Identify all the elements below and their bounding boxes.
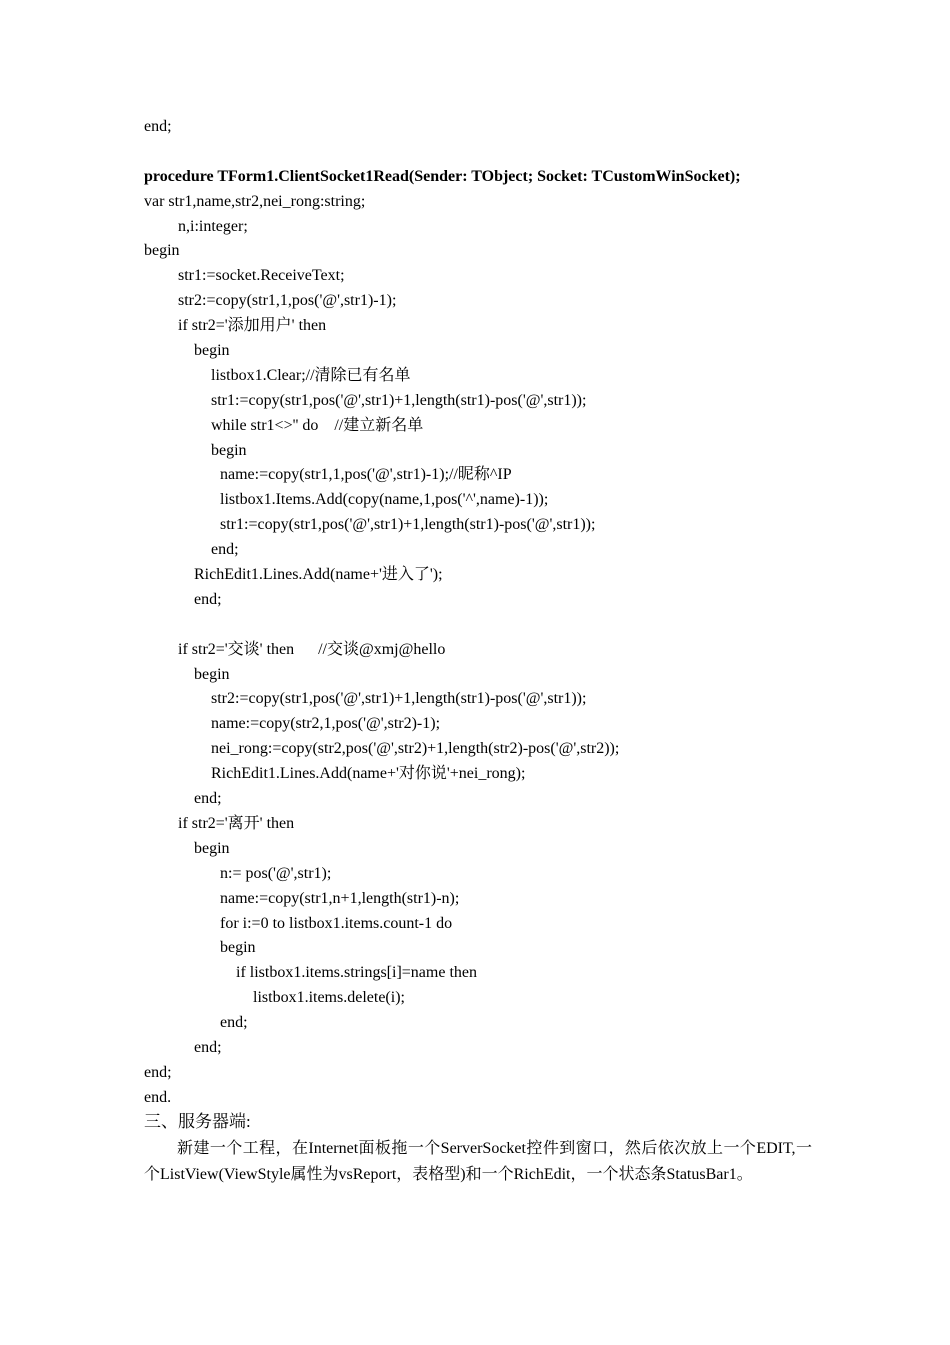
code-line: [144, 613, 904, 638]
code-line: str2:=copy(str1,pos('@',str1)+1,length(str1)-pos('@',str1));: [211, 690, 587, 708]
code-line: n,i:integer;: [178, 217, 248, 235]
code-line: if str2='交谈' then //交谈@xmj@hello: [178, 640, 446, 658]
code-line: end;: [211, 541, 239, 559]
body-paragraph: 新建一个工程，在Internet面板拖一个ServerSocket控件到窗口，然后依次放上一个EDIT,一个ListView(ViewStyle属性为vsReport，表格型)和一个RichEdit，一个状态条StatusBar1。: [144, 1140, 812, 1183]
code-listing: [144, 115, 904, 1111]
code-line: name:=copy(str1,1,pos('@',str1)-1);//昵称^IP: [220, 466, 512, 484]
code-line: str1:=copy(str1,pos('@',str1)+1,length(str1)-pos('@',str1));: [211, 391, 587, 409]
code-line: RichEdit1.Lines.Add(name+'进入了');: [194, 566, 443, 584]
code-line: listbox1.Clear;//清除已有名单: [211, 366, 411, 384]
code-line: end;: [194, 590, 222, 608]
code-line: end;: [194, 790, 222, 808]
code-line: end;: [220, 1014, 248, 1032]
code-line: begin: [194, 665, 230, 683]
code-line: listbox1.items.delete(i);: [253, 989, 405, 1007]
code-line: end;: [194, 1038, 222, 1056]
code-line: str1:=copy(str1,pos('@',str1)+1,length(str1)-pos('@',str1));: [220, 516, 596, 534]
section-heading: 三、服务器端:: [144, 1112, 251, 1131]
code-line: begin: [194, 342, 230, 360]
code-line: procedure TForm1.ClientSocket1Read(Sender: TObject; Socket: TCustomWinSocket);: [144, 167, 741, 185]
code-line: name:=copy(str1,n+1,length(str1)-n);: [220, 889, 460, 907]
code-line: begin: [144, 242, 180, 260]
code-line: if str2='离开' then: [178, 814, 295, 832]
code-line: RichEdit1.Lines.Add(name+'对你说'+nei_rong);: [211, 765, 526, 783]
code-line: [144, 140, 904, 165]
code-line: end;: [144, 1063, 172, 1081]
code-line: str1:=socket.ReceiveText;: [178, 267, 345, 285]
code-line: var str1,name,str2,nei_rong:string;: [144, 192, 366, 210]
code-line: name:=copy(str2,1,pos('@',str2)-1);: [211, 715, 441, 733]
code-line: if listbox1.items.strings[i]=name then: [236, 964, 477, 982]
code-line: str2:=copy(str1,1,pos('@',str1)-1);: [178, 292, 397, 310]
code-line: begin: [220, 939, 256, 957]
code-line: listbox1.Items.Add(copy(name,1,pos('^',name)-1));: [220, 491, 549, 509]
code-line: nei_rong:=copy(str2,pos('@',str2)+1,length(str2)-pos('@',str2));: [211, 740, 620, 758]
code-line: n:= pos('@',str1);: [220, 864, 332, 882]
code-line: while str1<>'' do //建立新名单: [211, 416, 424, 434]
code-line: for i:=0 to listbox1.items.count-1 do: [220, 914, 453, 932]
code-line: end;: [144, 118, 172, 135]
code-line: begin: [194, 839, 230, 857]
code-line: begin: [211, 441, 247, 459]
code-line: if str2='添加用户' then: [178, 317, 327, 335]
code-line: end.: [144, 1088, 172, 1106]
